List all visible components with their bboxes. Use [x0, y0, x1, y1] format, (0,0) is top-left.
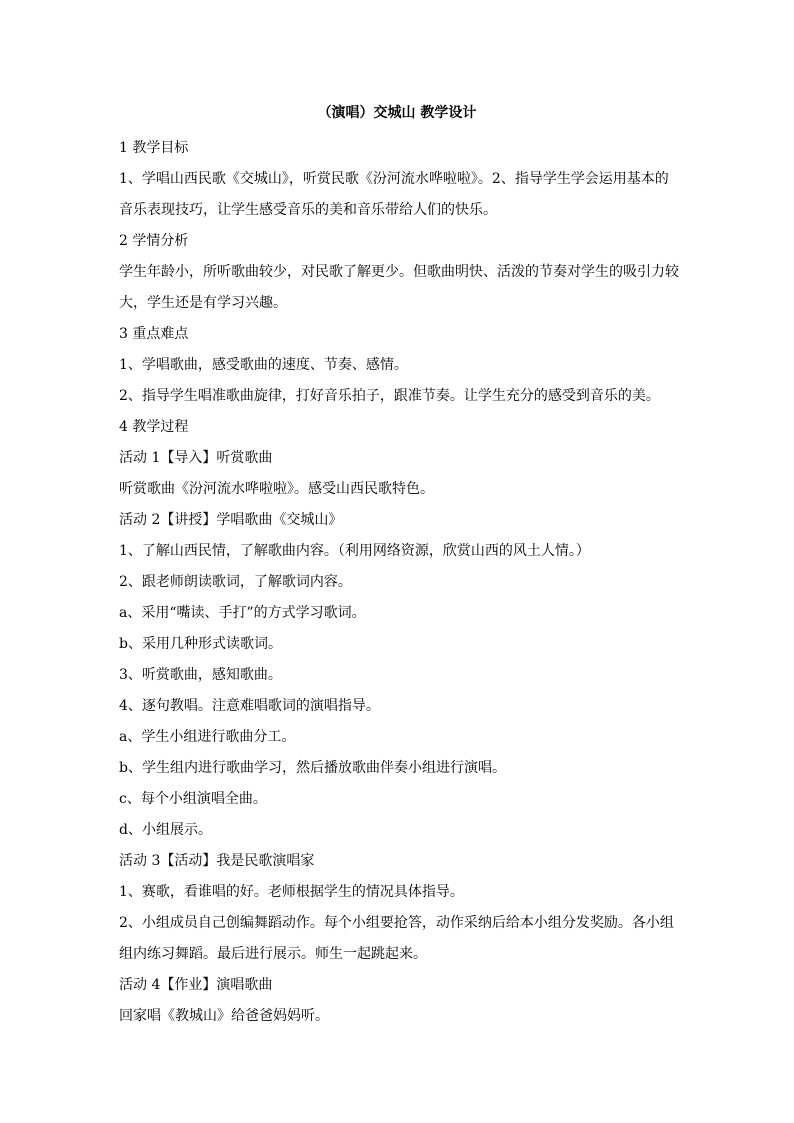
paragraph-line: 3、听赏歌曲，感知歌曲。 [119, 667, 282, 683]
paragraph-line: 4、逐句教唱。注意难唱歌词的演唱指导。 [119, 698, 380, 714]
paragraph-line: a、学生小组进行歌曲分工。 [119, 729, 296, 745]
activity-heading: 活动 1【导入】听赏歌曲 [119, 450, 273, 466]
paragraph-line: 2、指导学生唱准歌曲旋律，打好音乐拍子，跟准节奏。让学生充分的感受到音乐的美。 [119, 388, 660, 404]
paragraph-line: 2、小组成员自己创编舞蹈动作。每个小组要抢答，动作采纳后给本小组分发奖励。各小组 [119, 915, 674, 931]
section-heading-objectives: 1 教学目标 [119, 140, 189, 156]
activity-heading: 活动 4【作业】演唱歌曲 [119, 977, 273, 993]
section-heading-key-points: 3 重点难点 [119, 326, 189, 342]
paragraph-line: 听赏歌曲《汾河流水哗啦啦》。感受山西民歌特色。 [119, 481, 434, 497]
activity-heading: 活动 3【活动】我是民歌演唱家 [119, 853, 315, 869]
activity-heading: 活动 2【讲授】学唱歌曲《交城山》 [119, 512, 343, 528]
paragraph-line: 1、学唱山西民歌《交城山》，听赏民歌《汾河流水哗啦啦》。2、指导学生学会运用基本的 [119, 171, 669, 187]
section-heading-analysis: 2 学情分析 [119, 233, 189, 249]
paragraph-line: 1、学唱歌曲，感受歌曲的速度、节奏、感情。 [119, 357, 408, 373]
paragraph-line: c、每个小组演唱全曲。 [119, 791, 267, 807]
document-title: （演唱）交城山 教学设计 [317, 105, 477, 121]
paragraph-line: 1、赛歌，看谁唱的好。老师根据学生的情况具体指导。 [119, 884, 464, 900]
paragraph-line: 音乐表现技巧，让学生感受音乐的美和音乐带给人们的快乐。 [119, 202, 497, 218]
paragraph-line: b、学生组内进行歌曲学习，然后播放歌曲伴奏小组进行演唱。 [119, 760, 506, 776]
paragraph-line: 1、了解山西民情，了解歌曲内容。（利用网络资源，欣赏山西的风土人情。） [119, 543, 590, 559]
section-heading-process: 4 教学过程 [119, 419, 189, 435]
paragraph-line: 回家唱《教城山》给爸爸妈妈听。 [119, 1008, 329, 1024]
paragraph-line: d、小组展示。 [119, 822, 212, 838]
paragraph-line: b、采用几种形式读歌词。 [119, 636, 282, 652]
paragraph-line: 组内练习舞蹈。最后进行展示。师生一起跳起来。 [119, 946, 427, 962]
paragraph-line: 学生年龄小，所听歌曲较少，对民歌了解更少。但歌曲明快、活泼的节奏对学生的吸引力较 [119, 264, 679, 280]
paragraph-line: a、采用“嘴读、手打”的方式学习歌词。 [119, 605, 366, 621]
document-body [119, 133, 681, 1032]
paragraph-line: 2、跟老师朗读歌词，了解歌词内容。 [119, 574, 352, 590]
paragraph-line: 大，学生还是有学习兴趣。 [119, 295, 287, 311]
